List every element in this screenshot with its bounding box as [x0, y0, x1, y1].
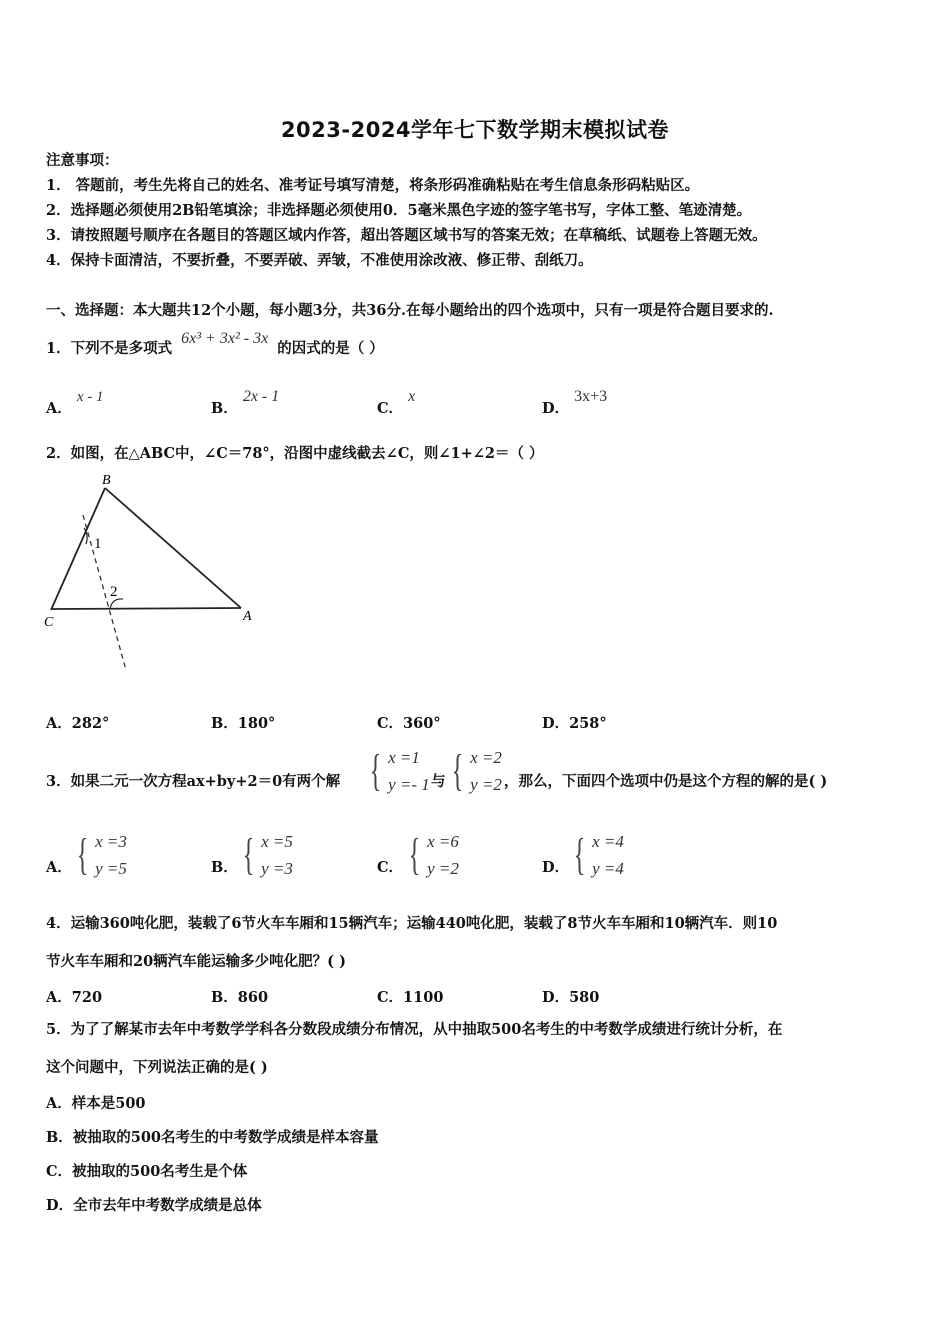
label-a: A [243, 609, 252, 624]
question-4-line-1: 4．运输360吨化肥，装载了6节火车车厢和15辆汽车；运输440吨化肥，装载了8节火车车厢和10辆汽车．则10 [46, 915, 778, 932]
q2-option-c-value: 360° [403, 715, 441, 732]
q1-option-a-value: x - 1 [76, 389, 104, 405]
q1-option-d-label: D． [542, 400, 570, 417]
q4-option-b-value: 860 [237, 989, 269, 1006]
q3-option-b-y: y =3 [261, 859, 293, 878]
q3-option-d-label: D． [542, 859, 570, 876]
q3-solution-2-x: x =2 [470, 748, 502, 767]
q3-option-a [72, 828, 127, 882]
q3-option-b-label: B． [211, 859, 238, 876]
q4-option-b-label: B． [211, 989, 238, 1006]
notice-item: 4．保持卡面清洁，不要折叠，不要弄破、弄皱，不准使用涂改液、修正带、刮纸刀。 [46, 252, 593, 269]
q3-option-d-x: x =4 [592, 832, 624, 851]
q2-option-c-label: C． [377, 715, 404, 732]
q4-option-a-label: A． [46, 989, 72, 1006]
question-1-expression: 6x³ + 3x² - 3x [181, 330, 269, 347]
label-c: C [44, 615, 54, 630]
brace-icon: { [369, 746, 382, 795]
q1-option-a [46, 389, 104, 418]
q3-option-c-x: x =6 [427, 832, 459, 851]
q5-option-d: D．全市去年中考数学成绩是总体 [46, 1197, 262, 1214]
q2-option-b-value: 180° [237, 715, 276, 732]
q1-option-d-value: 3x+3 [574, 388, 608, 405]
q3-option-c-label: C． [377, 859, 404, 876]
q1-option-b-value: 2x - 1 [242, 388, 280, 405]
q1-option-d [542, 388, 608, 418]
question-1-stem [46, 330, 384, 359]
q4-option-c [377, 986, 443, 1007]
angle-2-arc [110, 599, 123, 609]
notice-item: 1． 答题前，考生先将自己的姓名、准考证号填写清楚，将条形码准确粘贴在考生信息条形码粘贴区。 [46, 177, 700, 194]
q3-solution-1-x: x =1 [388, 748, 420, 767]
q1-option-a-label: A． [46, 400, 72, 417]
q2-option-a [46, 712, 109, 733]
q3-option-d [569, 828, 624, 882]
q3-option-c [404, 828, 459, 882]
question-4-line-2: 节火车车厢和20辆汽车能运输多少吨化肥？( ) [46, 953, 346, 970]
q4-option-c-label: C． [377, 989, 404, 1006]
q3-option-a-x: x =3 [95, 832, 127, 851]
q2-option-a-label: A． [46, 715, 72, 732]
q1-option-c-label: C． [377, 400, 404, 417]
q2-option-b [211, 712, 275, 733]
q3-option-b [238, 828, 293, 882]
q4-option-a-value: 720 [71, 989, 103, 1006]
q3-solution-2-y: y =2 [470, 775, 502, 794]
section-heading: 一、选择题：本大题共12个小题，每小题3分，共36分.在每小题给出的四个选项中，只有一项是符合题目要求的. [46, 302, 774, 319]
q4-option-d [542, 986, 599, 1007]
q1-option-c-value: x [408, 388, 416, 405]
q3-solution-1-y: y =- 1 [388, 775, 430, 794]
q5-option-a: A．样本是500 [46, 1095, 146, 1112]
q3-option-c-y: y =2 [427, 859, 459, 878]
question-3-pre: 3．如果二元一次方程ax+by+2＝0有两个解 [46, 773, 341, 790]
page-title: 2023-2024学年七下数学期末模拟试卷 [280, 118, 670, 142]
brace-icon: { [76, 830, 89, 879]
q2-option-d-value: 258° [569, 715, 607, 732]
notice-heading: 注意事项： [46, 152, 119, 169]
cut-line [83, 515, 126, 670]
q3-solution-2 [447, 744, 502, 798]
q4-option-a [46, 986, 102, 1007]
q3-option-a-label: A． [46, 859, 72, 876]
q1-option-c [377, 388, 416, 418]
label-angle-2: 2 [110, 584, 118, 600]
question-5-line-1: 5．为了了解某市去年中考数学学科各分数段成绩分布情况，从中抽取500名考生的中考数学成绩进行统计分析，在 [46, 1021, 783, 1038]
q2-option-d [542, 712, 607, 733]
q4-option-d-label: D． [542, 989, 570, 1006]
question-3-post: ，那么，下面四个选项中仍是这个方程的解的是( ) [504, 773, 828, 790]
q1-option-b [211, 388, 280, 418]
triangle-figure [40, 470, 270, 680]
q3-option-d-y: y =4 [592, 859, 624, 878]
q3-option-b-x: x =5 [261, 832, 293, 851]
label-b: B [102, 473, 111, 488]
question-5-line-2: 这个问题中，下列说法正确的是( ) [46, 1059, 268, 1076]
q5-option-c: C．被抽取的500名考生是个体 [46, 1163, 248, 1180]
q4-option-b [211, 986, 268, 1007]
q2-option-b-label: B． [211, 715, 238, 732]
q3-solution-1 [365, 744, 430, 798]
side-ba [105, 488, 241, 608]
question-1-post: 的因式的是（ ） [277, 340, 384, 357]
label-angle-1: 1 [94, 536, 102, 552]
q4-option-d-value: 580 [569, 989, 600, 1006]
notice-item: 2．选择题必须使用2B铅笔填涂；非选择题必须使用0．5毫米黑色字迹的签字笔书写，字体工整、笔迹清楚。 [46, 202, 752, 219]
side-ca [51, 608, 241, 609]
question-3-mid: 与 [431, 773, 446, 790]
q1-option-b-label: B． [211, 400, 238, 417]
q4-option-c-value: 1100 [403, 989, 444, 1006]
brace-icon: { [242, 830, 255, 879]
notice-item: 3．请按照题号顺序在各题目的答题区域内作答，超出答题区域书写的答案无效；在草稿纸、试题卷上答题无效。 [46, 227, 767, 244]
brace-icon: { [573, 830, 586, 879]
question-1-pre: 1．下列不是多项式 [46, 340, 173, 357]
q2-option-c [377, 712, 441, 733]
q2-option-d-label: D． [542, 715, 570, 732]
q3-option-a-y: y =5 [95, 859, 127, 878]
question-2-stem: 2．如图，在△ABC中，∠C＝78°，沿图中虚线截去∠C，则∠1+∠2＝（ ） [46, 445, 544, 462]
brace-icon: { [451, 746, 464, 795]
q2-option-a-value: 282° [71, 715, 110, 732]
q5-option-b: B．被抽取的500名考生的中考数学成绩是样本容量 [46, 1129, 379, 1146]
brace-icon: { [408, 830, 421, 879]
